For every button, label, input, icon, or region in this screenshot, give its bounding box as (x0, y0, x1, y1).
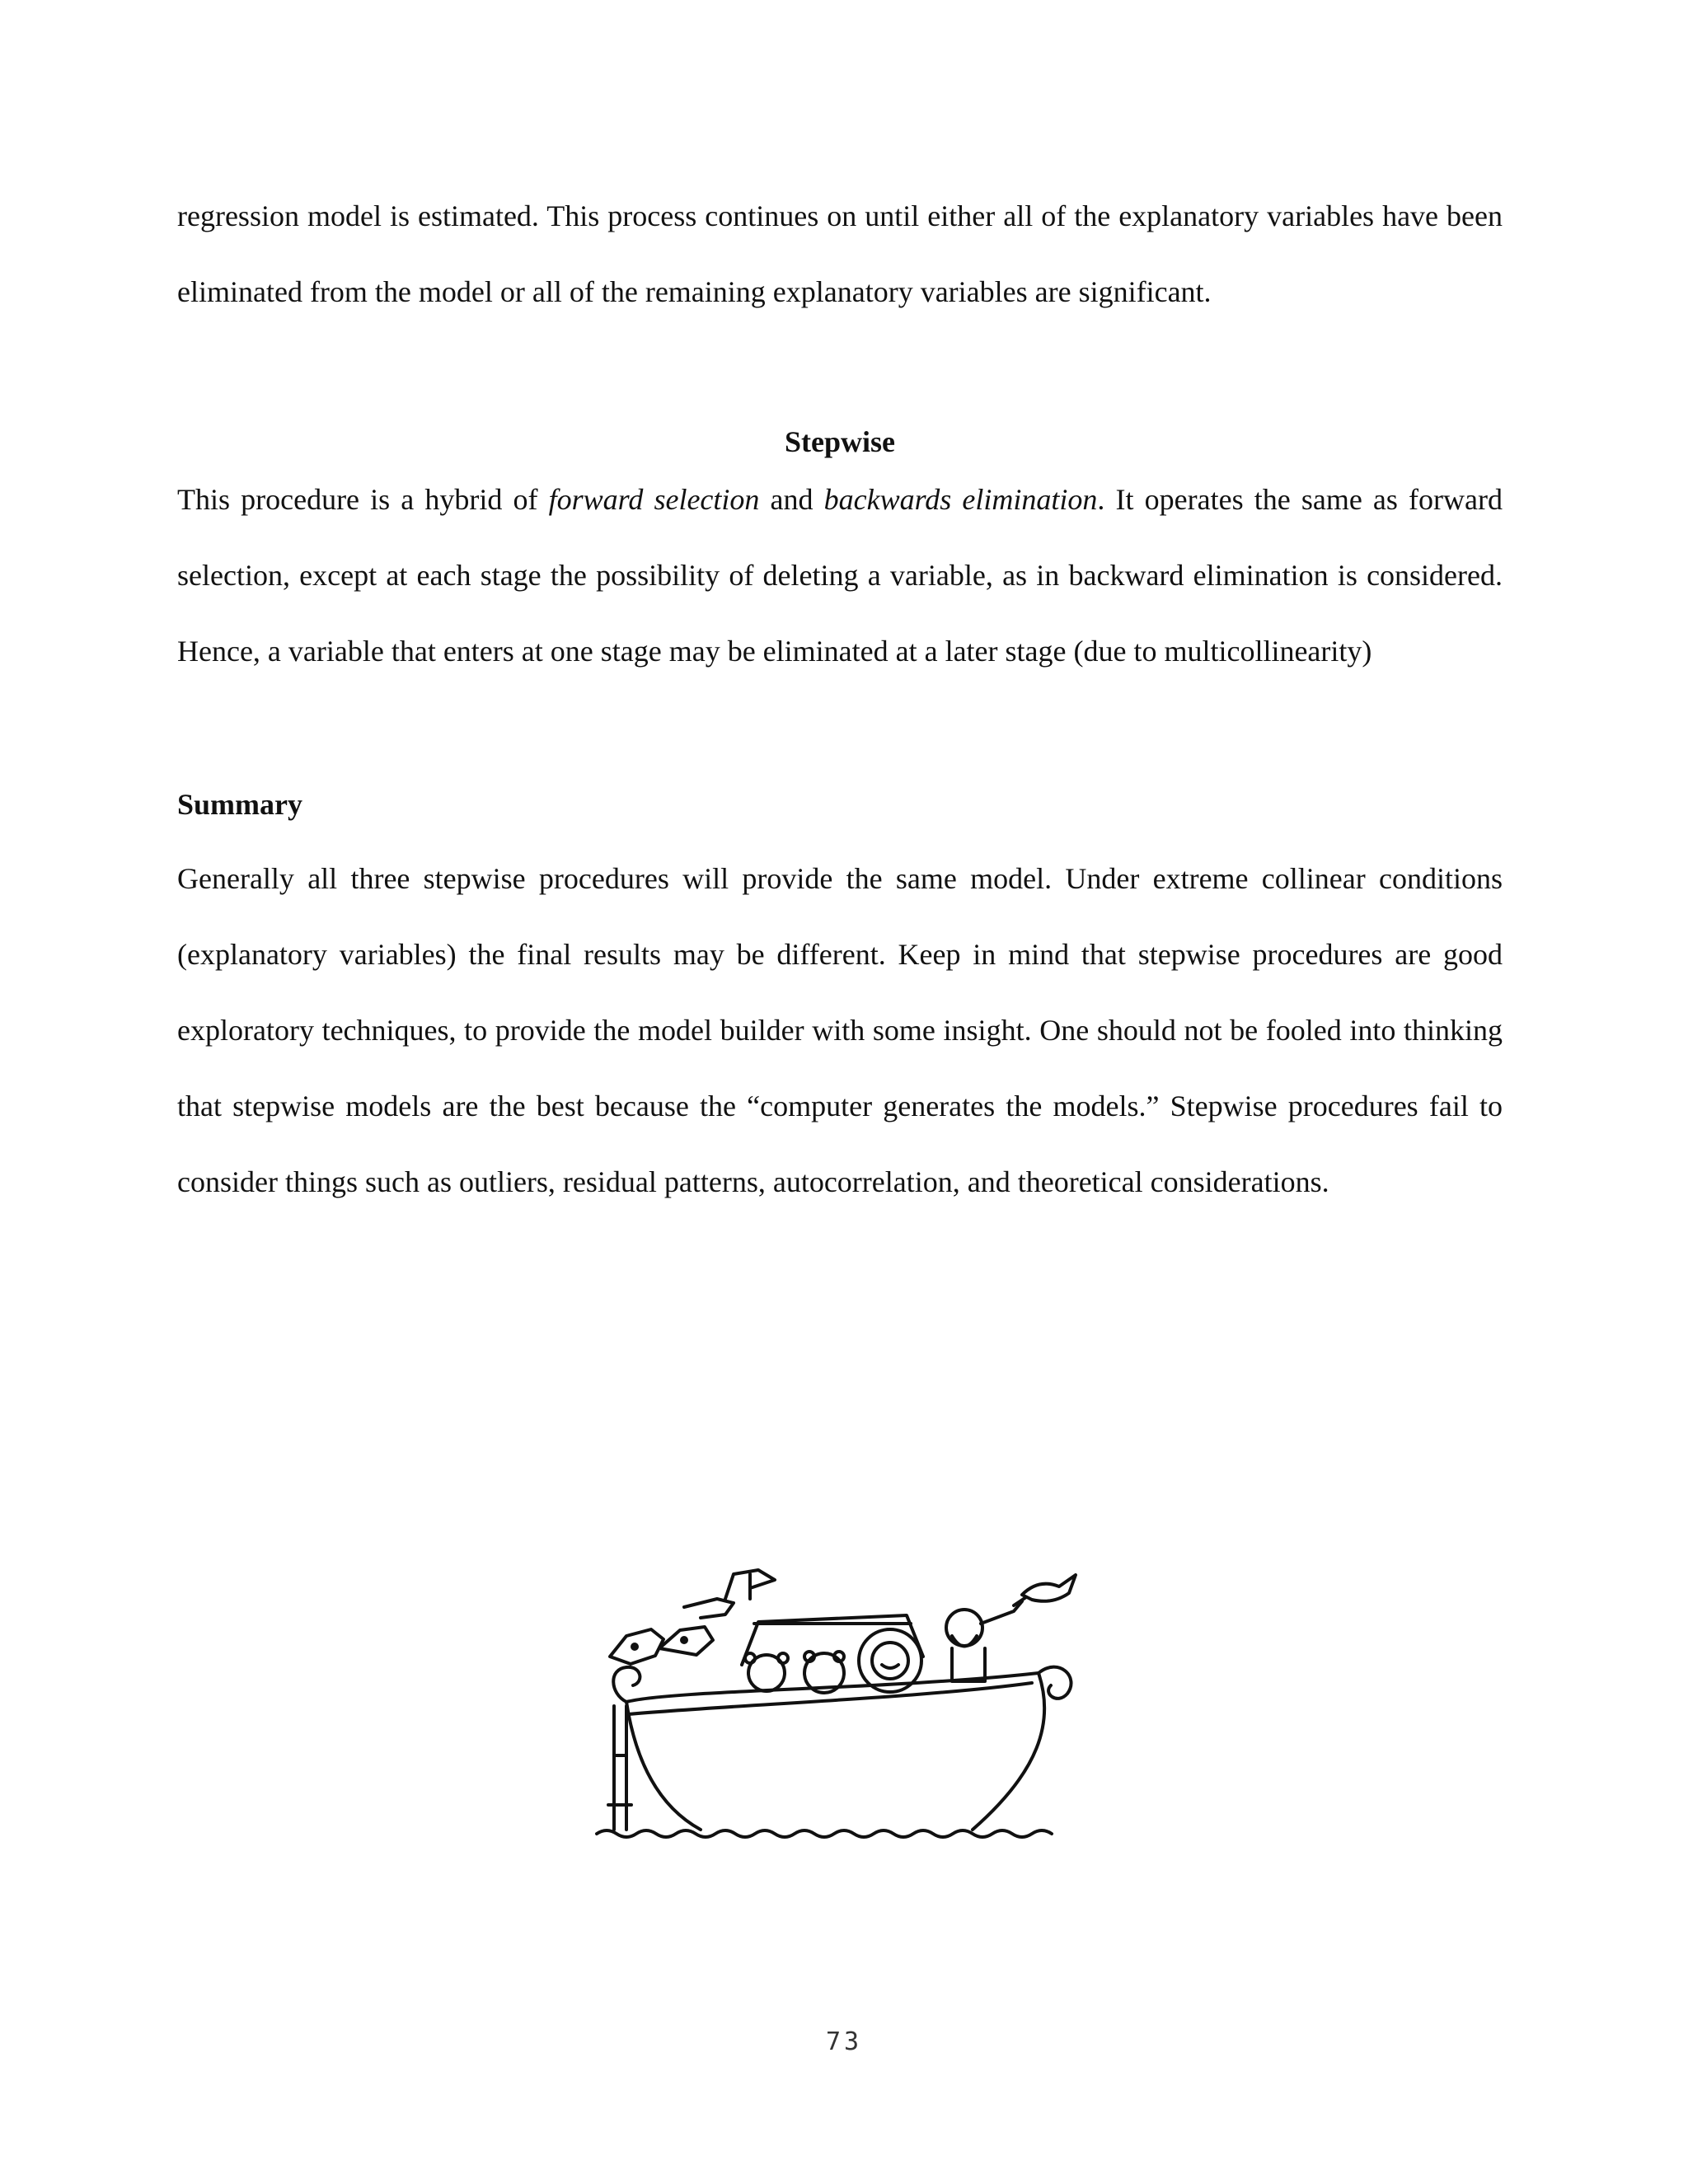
paragraph-stepwise-text-2: and (759, 483, 824, 516)
term-forward-selection: forward selection (548, 483, 760, 516)
noahs-ark-icon (577, 1558, 1104, 1854)
paragraph-regression: regression model is estimated. This process continues on until either all of the explanatory variables have been eliminated from the model or all of the remaining explanatory variables are significant. (177, 199, 1503, 308)
paragraph-stepwise-text-1: This procedure is a hybrid of (177, 483, 549, 516)
page-number: 73 (825, 2027, 863, 2056)
heading-stepwise: Stepwise (785, 425, 895, 458)
paragraph-stepwise (177, 462, 1503, 689)
paragraph-stepwise-text-3: . It operates the same as forward selection, except at each stage the possibility of deleting a variable, as in backward elimination is considered. Hence, a variable that enters at one stage may be eliminated at a later stage (due to multicollinearity) (177, 483, 1503, 668)
term-backwards-elimination: backwards elimination (823, 483, 1098, 516)
paragraph-summary: Generally all three stepwise procedures will provide the same model. Under extreme collinear conditions (explanatory variables) the final results may be different. Keep in mind that stepwise procedures are good exploratory techniques, to provide the model builder with some insight. One should not be fooled into thinking that stepwise models are the best because the “computer generates the models.” Stepwise procedures fail to consider things such as outliers, residual patterns, autocorrelation, and theoretical considerations. (177, 862, 1503, 1198)
heading-summary: Summary (177, 788, 302, 821)
